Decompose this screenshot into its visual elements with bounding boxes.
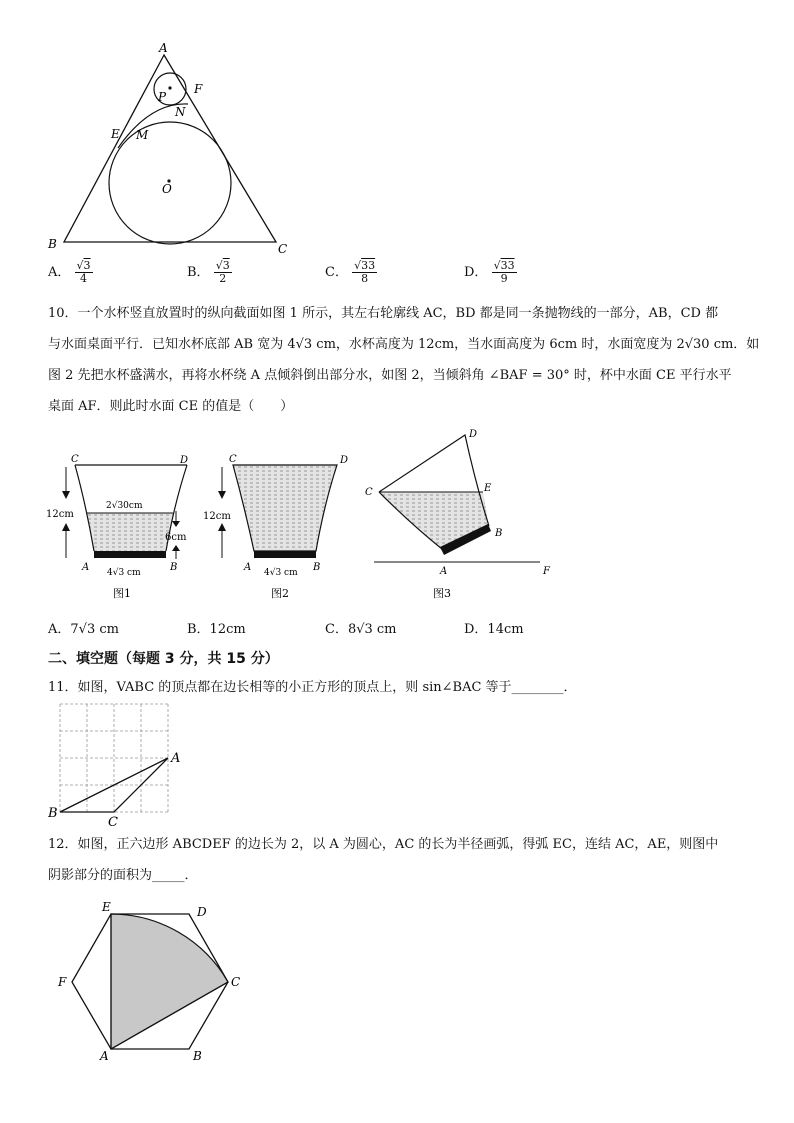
q12-label-D: D xyxy=(197,905,207,919)
fig2-label-C: C xyxy=(229,454,237,465)
fig3-label-A: A xyxy=(440,566,448,577)
q12-label-C: C xyxy=(231,975,241,989)
q10-line-3: 图 2 先把水杯盛满水，再将水杯绕 A 点倾斜倒出部分水，如图 2，当倾斜角 ∠BAF = 30° 时，杯中水面 CE 平行水平 xyxy=(48,368,732,383)
fig2-label-B: B xyxy=(313,562,321,573)
fig3-caption: 图3 xyxy=(433,587,451,600)
q9-label-M: M xyxy=(136,128,149,142)
fig2-bottom-width: 4√3 cm xyxy=(264,568,298,578)
q9-label-F: F xyxy=(194,82,203,96)
fig1-label-C: C xyxy=(71,454,79,465)
q9-figure xyxy=(40,40,300,260)
q9-option-c[interactable]: C． $\frac{√33}{8}$ xyxy=(325,259,376,285)
q12-label-F: F xyxy=(58,975,67,989)
fig3-label-D: D xyxy=(469,429,478,440)
section-title: 二、填空题（每题 3 分，共 15 分） xyxy=(48,651,279,667)
fig2 xyxy=(203,454,348,600)
q9-label-B: B xyxy=(48,237,57,251)
fig1-top-width: 2√30cm xyxy=(106,501,143,511)
fig1-label-B: B xyxy=(170,562,178,573)
q9-option-b[interactable]: B． $\frac{√3}{2}$ xyxy=(187,259,230,285)
q12-label-E: E xyxy=(102,900,111,914)
fig2-caption: 图2 xyxy=(271,587,289,600)
q11-figure xyxy=(48,700,188,828)
q12-label-A: A xyxy=(100,1049,109,1063)
q10-line-4: 桌面 AF．则此时水面 CE 的值是（ ） xyxy=(48,399,294,414)
fig1-label-A: A xyxy=(82,562,90,573)
q9-option-a[interactable]: A． $\frac{√3}{4}$ xyxy=(48,259,91,285)
fig2-label-D: D xyxy=(340,455,349,466)
q9-label-C: C xyxy=(278,242,288,256)
q11-label-B: B xyxy=(48,806,58,821)
fig3-label-C: C xyxy=(365,487,373,498)
q12-line-1: 12．如图，正六边形 ABCDEF 的边长为 2，以 A 为圆心，AC 的长为半径画弧，得弧 EC，连结 AC，AE，则图中 xyxy=(48,837,719,852)
q10-option-c[interactable]: C．8√3 cm xyxy=(325,622,397,637)
q9-label-O: O xyxy=(162,182,172,196)
q10-line-1: 10．一个水杯竖直放置时的纵向截面如图 1 所示，其左右轮廓线 AC，BD 都是同一条抛物线的一部分，AB，CD 都 xyxy=(48,306,719,321)
q12-figure xyxy=(52,898,252,1063)
q12-label-B: B xyxy=(193,1049,202,1063)
q10-option-b[interactable]: B．12cm xyxy=(187,622,246,637)
q10-figures xyxy=(40,425,560,610)
q9-label-P: P xyxy=(158,90,167,104)
fig1-height: 12cm xyxy=(46,509,74,520)
fig2-height: 12cm xyxy=(203,511,231,522)
q12-line-2: 阴影部分的面积为_____． xyxy=(48,868,198,883)
q11-label-C: C xyxy=(108,815,118,828)
fig1-bottom-width: 4√3 cm xyxy=(107,568,141,578)
fig1 xyxy=(46,454,188,600)
q9-label-E: E xyxy=(111,127,120,141)
fig3-label-F: F xyxy=(543,566,550,577)
q10-line-2: 与水面桌面平行．已知水杯底部 AB 宽为 4√3 cm，水杯高度为 12cm，当水面高度为 6cm 时，水面宽度为 2√30 cm．如 xyxy=(48,337,760,352)
fig1-water: 6cm xyxy=(165,532,187,543)
q9-label-N: N xyxy=(175,105,186,119)
fig2-label-A: A xyxy=(244,562,252,573)
q11-text: 11．如图，VABC 的顶点都在边长相等的小正方形的顶点上，则 sin∠BAC 等于________． xyxy=(48,680,577,695)
fig1-caption: 图1 xyxy=(113,587,131,600)
fig3-label-E: E xyxy=(484,483,492,494)
q10-option-a[interactable]: A．7√3 cm xyxy=(48,622,119,637)
fig3 xyxy=(365,429,551,600)
q10-option-d[interactable]: D．14cm xyxy=(464,622,524,637)
q11-label-A: A xyxy=(171,751,181,766)
fig3-label-B: B xyxy=(495,528,503,539)
q9-option-d[interactable]: D． $\frac{√33}{9}$ xyxy=(464,259,515,285)
q9-label-A: A xyxy=(159,41,168,55)
fig1-label-D: D xyxy=(180,455,189,466)
